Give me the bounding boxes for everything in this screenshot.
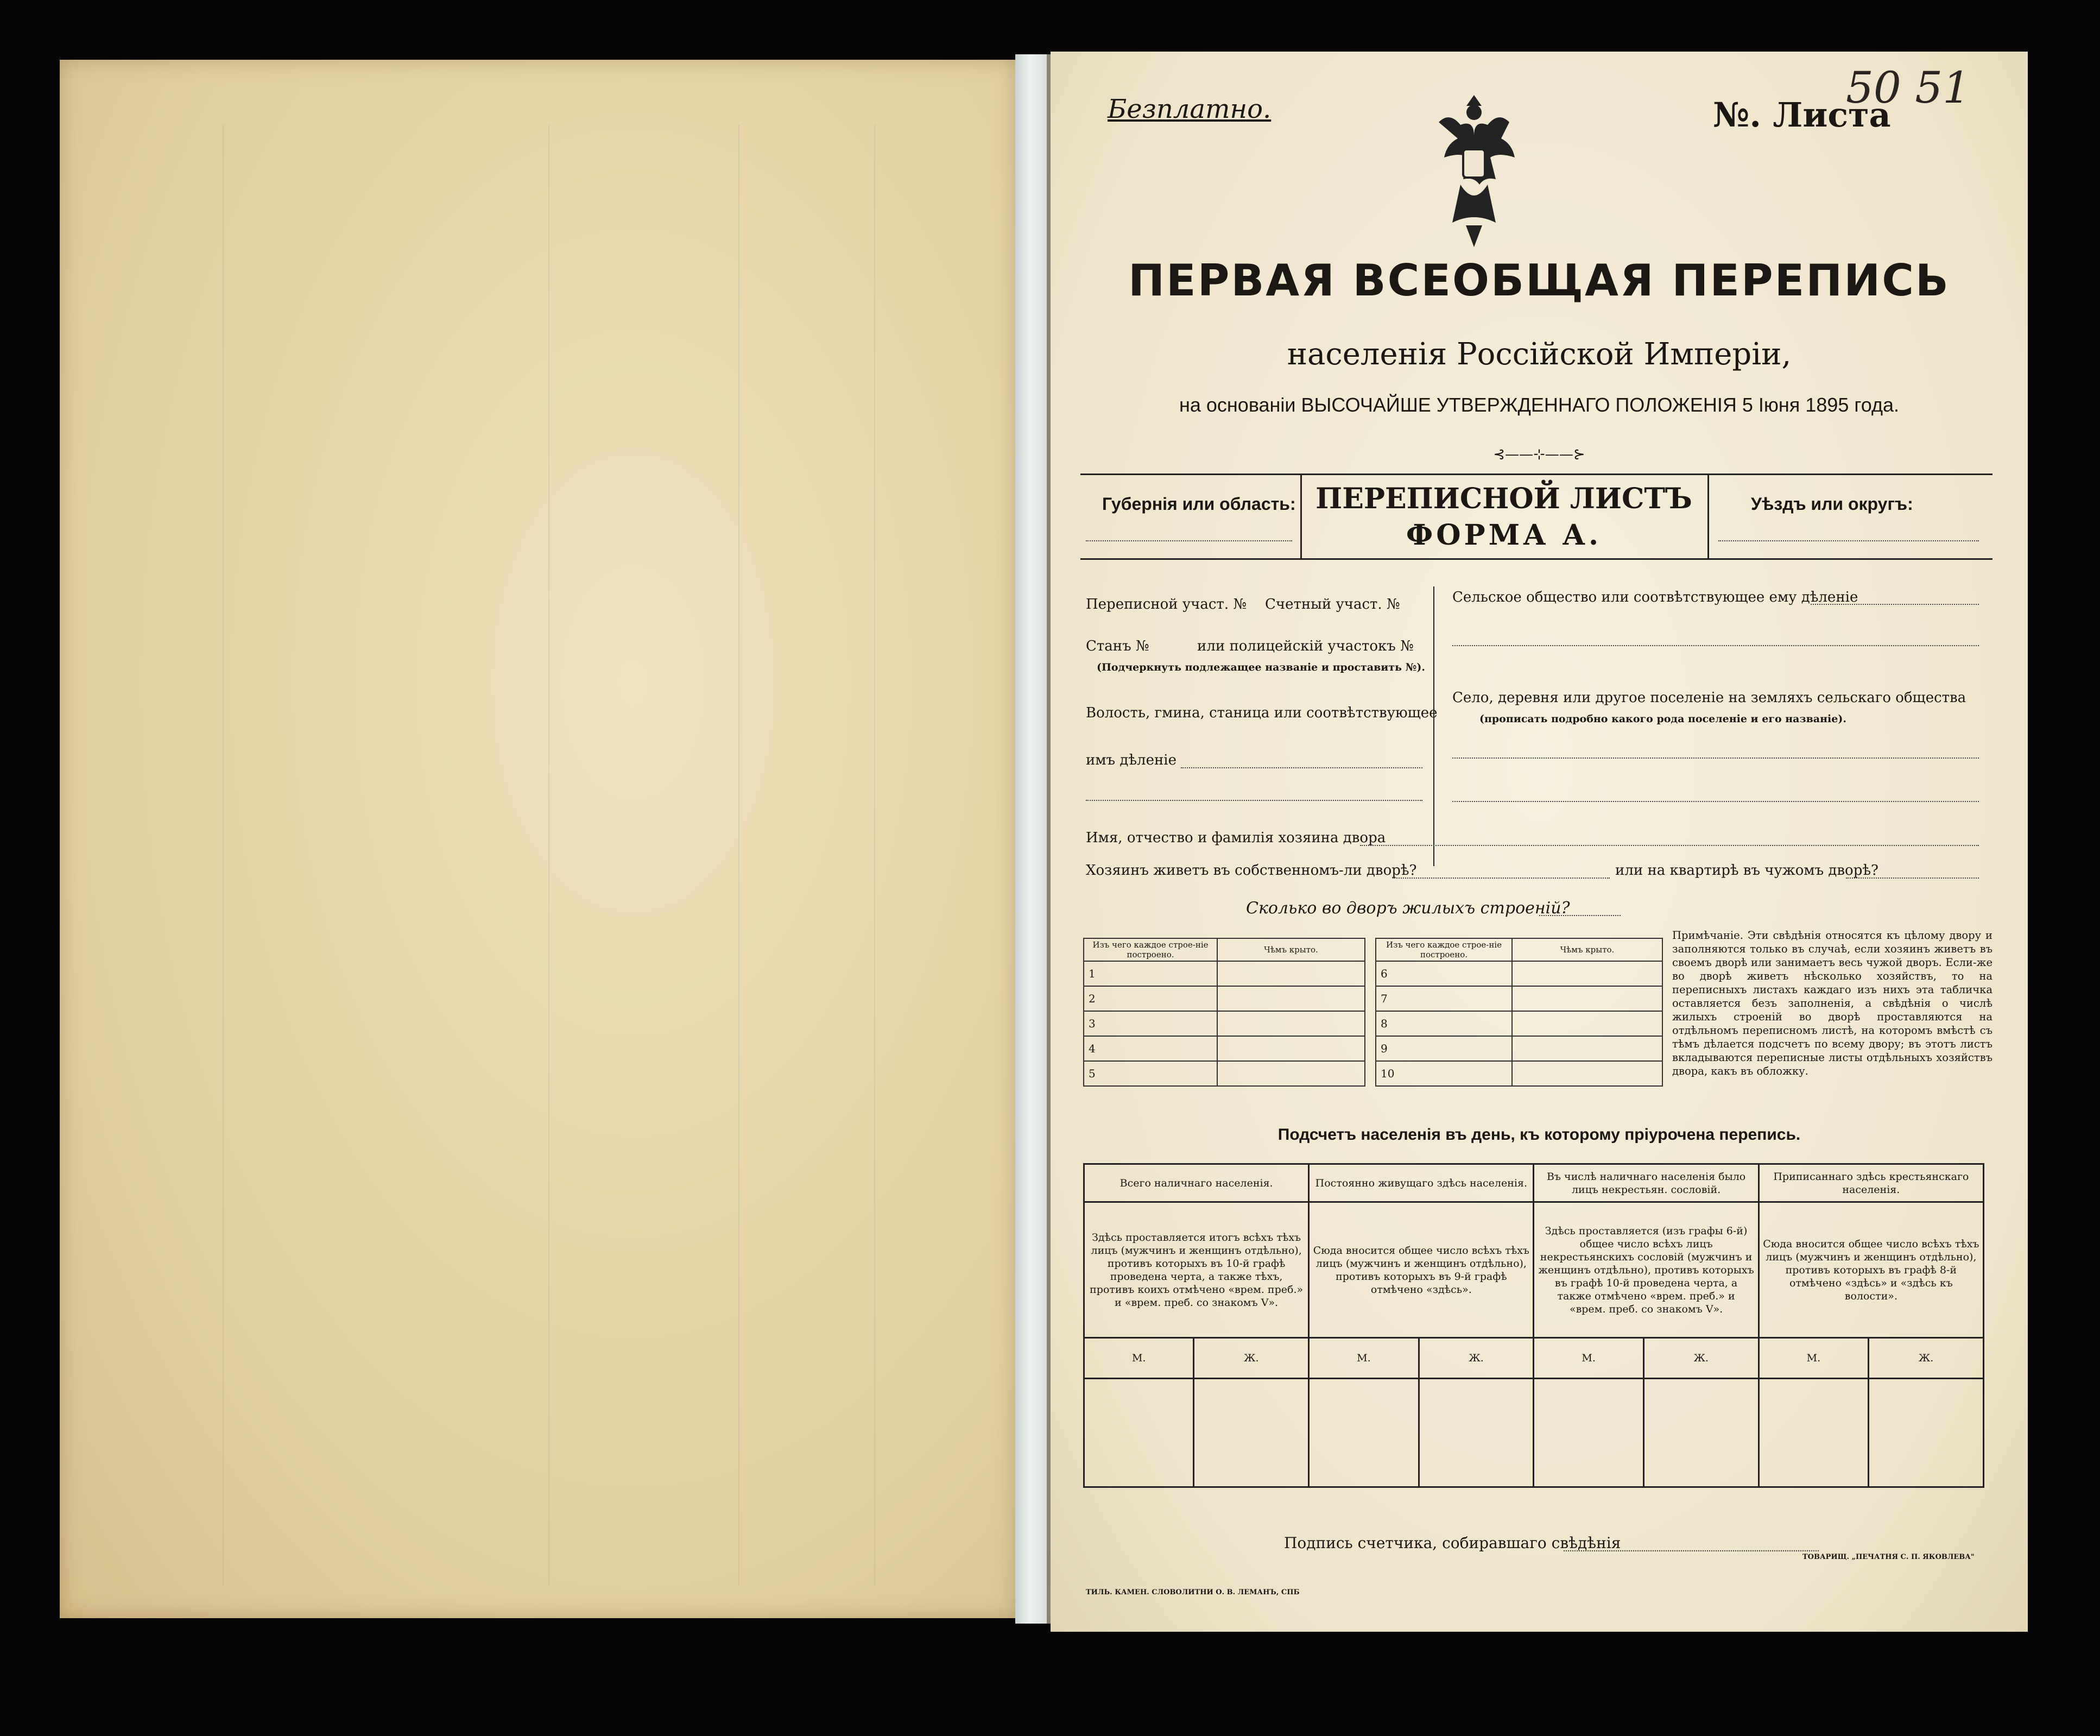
count-cell[interactable] — [1534, 1379, 1643, 1487]
province-label: Губернія или область: — [1102, 494, 1296, 514]
subtitle: населенія Россійской Имперіи, — [1287, 337, 1792, 372]
bleed-through-line — [223, 125, 224, 1586]
registered-peasant-header: Приписаннаго здѣсь крестьянскаго населенія. — [1759, 1164, 1983, 1202]
apartment-label: или на квартирѣ въ чужомъ дворѣ? — [1615, 862, 1878, 879]
sheet-number-label: №. Листа — [1713, 95, 1891, 135]
left-page — [60, 60, 1015, 1618]
volost-label-cont: имъ дѣленіе — [1086, 752, 1176, 768]
male-header: М. — [1534, 1338, 1643, 1379]
table-row: 10 — [1376, 1061, 1662, 1086]
census-plot-label: Переписной участ. № — [1086, 596, 1247, 613]
stan-label: Станъ № — [1086, 638, 1149, 654]
printer-right: ТОВАРИЩ. „ПЕЧАТНЯ С. П. ЯКОВЛЕВА" — [1802, 1553, 1975, 1561]
count-cell[interactable] — [1309, 1379, 1419, 1487]
female-header: Ж. — [1194, 1338, 1309, 1379]
count-cell[interactable] — [1759, 1379, 1868, 1487]
male-header: М. — [1309, 1338, 1419, 1379]
rural-society-label: Сельское общество или соотвѣтствующее ему дѣленіе — [1452, 589, 1858, 605]
volost-field-line[interactable] — [1181, 767, 1422, 768]
top-box-border — [1080, 474, 1993, 475]
top-box-divider — [1707, 474, 1709, 558]
owner-name-label: Имя, отчество и фамилія хозяина двора — [1086, 830, 1386, 846]
free-label: Безплатно. — [1108, 94, 1272, 124]
permanent-population-header: Постоянно живущаго здѣсь населенія. — [1309, 1164, 1534, 1202]
male-header: М. — [1084, 1338, 1194, 1379]
total-population-header: Всего наличнаго населенія. — [1084, 1164, 1309, 1202]
owner-name-field-line[interactable] — [1360, 845, 1979, 846]
non-peasant-header: Въ числѣ наличнаго населенія было лицъ некрестьян. сословій. — [1534, 1164, 1759, 1202]
police-plot-label: или полицейскій участокъ № — [1197, 638, 1414, 654]
signature-label: Подпись счетчика, собиравшаго свѣдѣнія — [1284, 1534, 1621, 1552]
fields-divider — [1433, 586, 1434, 866]
province-field-line[interactable] — [1086, 540, 1292, 541]
owner-lives-field-line[interactable] — [1393, 878, 1610, 879]
female-header: Ж. — [1419, 1338, 1534, 1379]
note-text: Примѣчаніе. Эти свѣдѣнія относятся къ цѣлому двору и заполняются только въ случаѣ, если хозяинъ живетъ въ своемъ дворѣ или занимаетъ весь чужой дворъ. Если-же во дворѣ живетъ нѣсколько хозяйствъ, то на переписныхъ листахъ каждаго изъ нихъ эта табличка оставляется безъ заполненія, а свѣдѣнія о числѣ жилыхъ строеній во дворѣ проставляются на отдѣльномъ переписномъ листѣ, на которомъ вмѣстѣ съ тѣмъ дѣлается подсчетъ по всему двору; въ этотъ листъ вкладываются переписные листы отдѣльныхъ хозяйствъ двора, какъ въ обложку. — [1672, 929, 1993, 1077]
buildings-field-line[interactable] — [1539, 915, 1621, 916]
roof-header: Чѣмъ крыто. — [1512, 938, 1662, 961]
village-field-line[interactable] — [1452, 757, 1979, 759]
non-peasant-desc: Здѣсь проставляется (изъ графы 6-й) общее число всѣхъ лицъ некрестьянскихъ сословій (мужчинъ и женщинъ отдѣльно), противъ которыхъ въ графѣ 10-й проведена черта, а также отмѣчено «врем. преб.» и «врем. преб. со знакомъ V». — [1534, 1202, 1759, 1338]
count-plot-label: Счетный участ. № — [1265, 596, 1400, 613]
table-row: 2 — [1084, 986, 1365, 1011]
main-title: ПЕРВАЯ ВСЕОБЩАЯ ПЕРЕПИСЬ — [1128, 255, 1950, 306]
count-cell[interactable] — [1869, 1379, 1984, 1487]
registered-peasant-desc: Сюда вносится общее число всѣхъ тѣхъ лицъ (мужчинъ и женщинъ отдѣльно), противъ которыхъ въ графѣ 8-й отмѣчено «здѣсь» и «здѣсь къ волости». — [1759, 1202, 1983, 1338]
count-section-title: Подсчетъ населенія въ день, къ которому пріурочена перепись. — [1277, 1126, 1801, 1144]
basis-line: на основаніи ВЫСОЧАЙШЕ УТВЕРЖДЕННАГО ПОЛОЖЕНІЯ 5 Іюня 1895 года. — [1179, 394, 1899, 416]
apartment-field-line[interactable] — [1846, 878, 1979, 879]
table-row: 5 — [1084, 1061, 1365, 1086]
male-header: М. — [1759, 1338, 1868, 1379]
district-label: Уѣздъ или округъ: — [1751, 494, 1913, 514]
handwritten-sheet-number: 50 51 — [1846, 62, 1971, 113]
table-row: 9 — [1376, 1036, 1662, 1061]
village-note: (прописать подробно какого рода поселеніе и его названіе). — [1479, 713, 1846, 725]
table-row: 4 — [1084, 1036, 1365, 1061]
double-headed-eagle-icon — [1428, 90, 1520, 252]
female-header: Ж. — [1869, 1338, 1984, 1379]
table-row: 3 — [1084, 1011, 1365, 1036]
table-row: 7 — [1376, 986, 1662, 1011]
form-name: ФОРМА А. — [1406, 519, 1602, 552]
buildings-table-left — [1083, 938, 1365, 1087]
volost-label: Волость, гмина, станица или соотвѣтствующее — [1086, 705, 1438, 721]
village-field-line-2[interactable] — [1452, 801, 1979, 802]
count-cell[interactable] — [1419, 1379, 1534, 1487]
buildings-question: Сколько во дворъ жилыхъ строеній? — [1246, 899, 1570, 918]
bleed-through-line — [874, 125, 875, 1586]
table-row: 6 — [1376, 961, 1662, 986]
village-label: Село, деревня или другое поселеніе на земляхъ сельскаго общества — [1452, 690, 1966, 706]
volost-field-line-2[interactable] — [1086, 800, 1422, 801]
material-header: Изъ чего каждое строе-ніе построено. — [1376, 938, 1512, 961]
material-header: Изъ чего каждое строе-ніе построено. — [1084, 938, 1217, 961]
count-cell[interactable] — [1643, 1379, 1759, 1487]
form-title: ПЕРЕПИСНОЙ ЛИСТЪ — [1315, 482, 1692, 515]
underline-note: (Подчеркнуть подлежащее названіе и проставить №). — [1097, 661, 1425, 673]
total-population-desc: Здѣсь проставляется итогъ всѣхъ тѣхъ лицъ (мужчинъ и женщинъ отдѣльно), противъ которыхъ въ 10-й графѣ проведена черта, а также тѣхъ, противъ коихъ отмѣчено «врем. преб.» и «врем. преб. со знакомъ V». — [1084, 1202, 1309, 1338]
rural-society-field-line[interactable] — [1811, 604, 1979, 605]
roof-header: Чѣмъ крыто. — [1217, 938, 1365, 961]
signature-field-line[interactable] — [1564, 1550, 1819, 1551]
female-header: Ж. — [1643, 1338, 1759, 1379]
buildings-table-right — [1375, 938, 1663, 1087]
ornament-divider: ⊰——⊹——⊱ — [1493, 446, 1585, 463]
census-form-page — [1051, 52, 2028, 1632]
population-count-table — [1083, 1163, 1984, 1488]
book-spine — [1015, 54, 1048, 1624]
bleed-through-line — [548, 125, 549, 1586]
printer-left: ТИЛЬ. КАМЕН. СЛОВОЛИТНИ О. В. ЛЕМАНЪ, СПБ — [1086, 1588, 1300, 1596]
table-row: 8 — [1376, 1011, 1662, 1036]
top-box-border — [1080, 558, 1993, 560]
count-cell[interactable] — [1084, 1379, 1194, 1487]
table-row: 1 — [1084, 961, 1365, 986]
district-field-line[interactable] — [1718, 540, 1979, 541]
bleed-through-line — [738, 125, 739, 1586]
owner-lives-label: Хозяинъ живетъ въ собственномъ-ли дворѣ? — [1086, 862, 1417, 879]
rural-society-field-line-2[interactable] — [1452, 645, 1979, 646]
permanent-population-desc: Сюда вносится общее число всѣхъ тѣхъ лицъ (мужчинъ и женщинъ отдѣльно), противъ которыхъ въ 9-й графѣ отмѣчено «здѣсь». — [1309, 1202, 1534, 1338]
count-cell[interactable] — [1194, 1379, 1309, 1487]
